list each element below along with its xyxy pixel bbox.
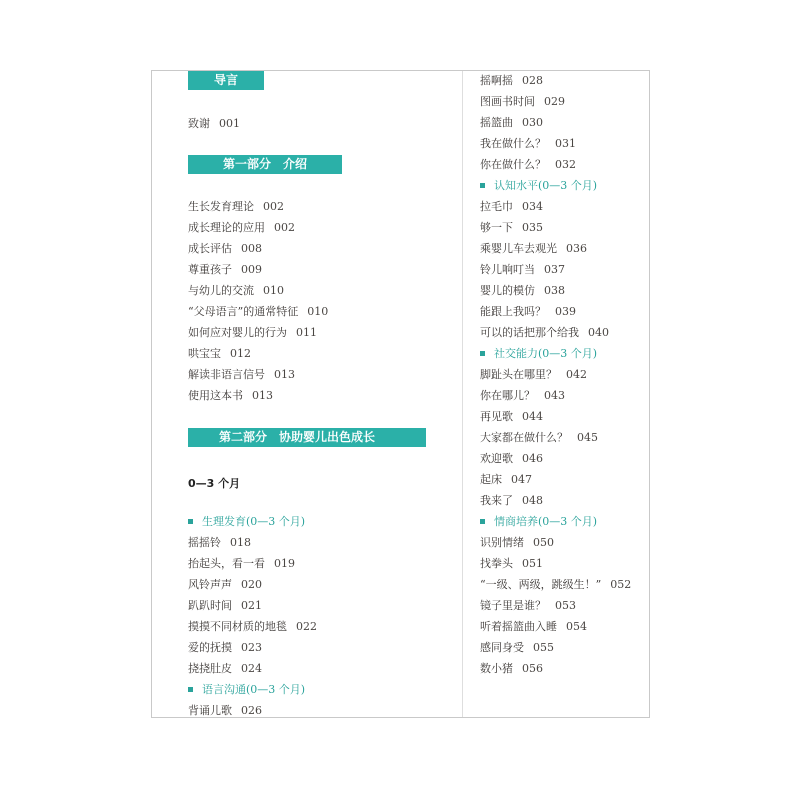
square-bullet-icon (480, 351, 485, 356)
entry-title: 乘婴儿车去观光 (480, 242, 557, 255)
toc-entry[interactable] (480, 452, 543, 466)
column-divider (462, 71, 463, 717)
entry-title: 生长发育理论 (188, 200, 254, 213)
toc-entry[interactable] (188, 305, 328, 319)
entry-title: 抬起头，看一看 (188, 557, 265, 570)
toc-entry[interactable] (480, 536, 554, 550)
category-emotion (480, 515, 597, 529)
toc-entry[interactable] (480, 389, 565, 403)
entry-title: 使用这本书 (188, 389, 243, 402)
entry-page: 011 (296, 326, 317, 339)
entry-title: 可以的话把那个给我 (480, 326, 579, 339)
toc-entry[interactable] (480, 137, 576, 151)
entry-title: 摇摇铃 (188, 536, 221, 549)
toc-entry[interactable] (480, 431, 598, 445)
entry-title: 婴儿的模仿 (480, 284, 535, 297)
entry-title: 你在哪儿？ (480, 389, 535, 402)
entry-title: 爱的抚摸 (188, 641, 232, 654)
toc-entry[interactable] (188, 536, 251, 550)
entry-title: 我来了 (480, 494, 513, 507)
entry-title: 起床 (480, 473, 502, 486)
entry-title: 趴趴时间 (188, 599, 232, 612)
entry-page: 040 (588, 326, 609, 339)
entry-title: 听着摇篮曲入睡 (480, 620, 557, 633)
entry-page: 022 (296, 620, 317, 633)
entry-page: 002 (263, 200, 284, 213)
toc-entry[interactable] (480, 284, 565, 298)
age-range-title: 0—3 个月 (188, 477, 241, 490)
toc-entry[interactable] (188, 704, 262, 718)
entry-title: 挠挠肚皮 (188, 662, 232, 675)
entry-page: 045 (577, 431, 598, 444)
toc-entry[interactable] (480, 620, 587, 634)
category-physical (188, 515, 305, 529)
entry-page: 013 (252, 389, 273, 402)
part1-heading-bar (188, 155, 342, 174)
entry-title: 哄宝宝 (188, 347, 221, 360)
entry-title: 找拳头 (480, 557, 513, 570)
entry-title: 摇篮曲 (480, 116, 513, 129)
toc-entry[interactable] (480, 494, 543, 508)
toc-entry[interactable] (480, 200, 543, 214)
toc-entry[interactable] (480, 158, 576, 172)
entry-title: 数小猪 (480, 662, 513, 675)
category-label: 情商培养(0—3 个月) (494, 515, 598, 528)
toc-entry[interactable] (480, 74, 543, 88)
toc-entry[interactable] (188, 284, 284, 298)
entry-page: 048 (522, 494, 543, 507)
square-bullet-icon (188, 519, 193, 524)
entry-page: 028 (522, 74, 543, 87)
entry-page: 002 (274, 221, 295, 234)
square-bullet-icon (480, 183, 485, 188)
toc-entry[interactable] (480, 410, 543, 424)
entry-page: 039 (555, 305, 576, 318)
entry-title: 摸摸不同材质的地毯 (188, 620, 287, 633)
entry-title: 感同身受 (480, 641, 524, 654)
toc-entry[interactable] (188, 557, 295, 571)
entry-title: 够一下 (480, 221, 513, 234)
square-bullet-icon (480, 519, 485, 524)
entry-page: 030 (522, 116, 543, 129)
entry-page: 013 (274, 368, 295, 381)
entry-page: 018 (230, 536, 251, 549)
entry-page: 037 (544, 263, 565, 276)
entry-page: 052 (610, 578, 632, 591)
entry-title: 摇啊摇 (480, 74, 513, 87)
entry-page: 026 (241, 704, 262, 717)
entry-title: 背诵儿歌 (188, 704, 232, 717)
entry-title: 如何应对婴儿的行为 (188, 326, 287, 339)
toc-entry[interactable] (188, 641, 262, 655)
toc-entry[interactable] (188, 326, 317, 340)
entry-title: 风铃声声 (188, 578, 232, 591)
toc-entry[interactable] (188, 662, 262, 676)
toc-entry-thanks[interactable] (188, 117, 240, 131)
entry-page: 035 (522, 221, 543, 234)
toc-entry[interactable] (188, 242, 262, 256)
entry-title: 成长评估 (188, 242, 232, 255)
toc-entry[interactable] (480, 221, 543, 235)
part2-heading-bar (188, 428, 426, 447)
entry-title: “一级、两级，跳级生！” (480, 578, 602, 591)
entry-page: 054 (566, 620, 587, 633)
entry-title: 图画书时间 (480, 95, 535, 108)
entry-title: 成长理论的应用 (188, 221, 265, 234)
toc-entry[interactable] (188, 347, 251, 361)
entry-title: 解读非语言信号 (188, 368, 265, 381)
part1-heading: 第一部分 介绍 (222, 157, 307, 171)
entry-title: 能跟上我吗？ (480, 305, 546, 318)
entry-page: 044 (522, 410, 543, 423)
entry-title: 欢迎歌 (480, 452, 513, 465)
entry-title: 你在做什么？ (480, 158, 546, 171)
toc-entry[interactable] (480, 326, 609, 340)
entry-page: 012 (230, 347, 251, 360)
square-bullet-icon (188, 687, 193, 692)
entry-page: 029 (544, 95, 565, 108)
entry-page: 038 (544, 284, 565, 297)
toc-entry[interactable] (480, 662, 543, 676)
entry-page: 010 (263, 284, 284, 297)
entry-page: 019 (274, 557, 295, 570)
entry-page: 055 (533, 641, 554, 654)
entry-page: 051 (522, 557, 543, 570)
entry-title: 再见歌 (480, 410, 513, 423)
entry-page: 008 (241, 242, 262, 255)
toc-entry[interactable] (480, 95, 565, 109)
toc-entry[interactable] (480, 473, 532, 487)
category-cognitive (480, 179, 597, 193)
category-label: 语言沟通(0—3 个月) (202, 683, 306, 696)
category-label: 社交能力(0—3 个月) (494, 347, 598, 360)
entry-page: 021 (241, 599, 262, 612)
part2-heading: 第二部分 协助婴儿出色成长 (219, 430, 376, 444)
entry-page: 036 (566, 242, 587, 255)
entry-page: 043 (544, 389, 565, 402)
category-language (188, 683, 305, 697)
entry-page: 023 (241, 641, 262, 654)
entry-title: “父母语言”的通常特征 (188, 305, 299, 318)
entry-page: 009 (241, 263, 262, 276)
intro-heading-bar (188, 71, 264, 90)
toc-entry[interactable] (480, 599, 576, 613)
entry-page: 020 (241, 578, 262, 591)
entry-page: 050 (533, 536, 554, 549)
toc-entry[interactable] (480, 641, 554, 655)
entry-title: 尊重孩子 (188, 263, 232, 276)
toc-entry[interactable] (188, 599, 262, 613)
entry-title: 拉毛巾 (480, 200, 513, 213)
entry-title: 镜子里是谁？ (480, 599, 546, 612)
entry-page: 053 (555, 599, 576, 612)
entry-page: 047 (511, 473, 532, 486)
entry-page: 010 (307, 305, 329, 318)
entry-title: 识别情绪 (480, 536, 524, 549)
toc-entry[interactable] (480, 305, 576, 319)
toc-entry[interactable] (188, 620, 317, 634)
category-label: 认知水平(0—3 个月) (494, 179, 598, 192)
entry-page: 056 (522, 662, 543, 675)
toc-entry[interactable] (480, 116, 543, 130)
toc-entry[interactable] (480, 578, 631, 592)
entry-title: 脚趾头在哪里？ (480, 368, 557, 381)
entry-page: 042 (566, 368, 587, 381)
toc-entry[interactable] (480, 557, 543, 571)
toc-entry[interactable] (188, 389, 273, 403)
entry-title: 大家都在做什么？ (480, 431, 568, 444)
toc-entry[interactable] (188, 578, 262, 592)
intro-heading: 导言 (213, 73, 238, 87)
entry-page: 001 (219, 117, 240, 130)
toc-entry[interactable] (188, 263, 262, 277)
toc-entry[interactable] (188, 221, 295, 235)
entry-title: 我在做什么？ (480, 137, 546, 150)
entry-title: 与幼儿的交流 (188, 284, 254, 297)
toc-entry[interactable] (188, 368, 295, 382)
toc-entry[interactable] (480, 263, 565, 277)
entry-page: 032 (555, 158, 576, 171)
toc-entry[interactable] (480, 368, 587, 382)
category-social (480, 347, 597, 361)
toc-entry[interactable] (188, 200, 284, 214)
entry-page: 024 (241, 662, 262, 675)
toc-entry[interactable] (480, 242, 587, 256)
entry-title: 铃儿响叮当 (480, 263, 535, 276)
category-label: 生理发育(0—3 个月) (202, 515, 306, 528)
entry-page: 031 (555, 137, 576, 150)
entry-title: 致谢 (188, 117, 210, 130)
entry-page: 034 (522, 200, 543, 213)
entry-page: 046 (522, 452, 543, 465)
